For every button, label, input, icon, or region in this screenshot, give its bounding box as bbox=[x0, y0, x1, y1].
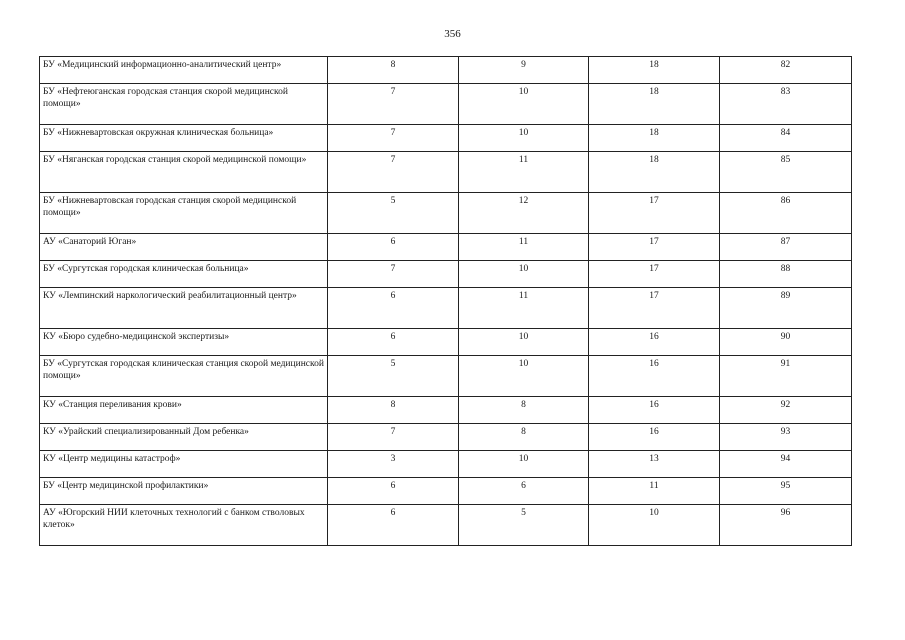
value-col-3: 13 bbox=[589, 451, 720, 478]
table-row bbox=[40, 57, 852, 84]
table-row bbox=[40, 152, 852, 193]
value-col-1: 8 bbox=[328, 57, 459, 84]
value-col-2: 6 bbox=[459, 478, 589, 505]
institution-name: БУ «Медицинский информационно-аналитический центр» bbox=[40, 57, 328, 84]
rank-number: 88 bbox=[720, 261, 852, 288]
table-row bbox=[40, 424, 852, 451]
value-col-1: 5 bbox=[328, 356, 459, 397]
value-col-3: 11 bbox=[589, 478, 720, 505]
value-col-3: 17 bbox=[589, 288, 720, 329]
value-col-1: 6 bbox=[328, 329, 459, 356]
institution-name: БУ «Нижневартовская городская станция скорой медицинской помощи» bbox=[40, 193, 328, 234]
value-col-2: 11 bbox=[459, 234, 589, 261]
value-col-3: 18 bbox=[589, 125, 720, 152]
value-col-3: 17 bbox=[589, 193, 720, 234]
institution-name: КУ «Бюро судебно-медицинской экспертизы» bbox=[40, 329, 328, 356]
institution-name: БУ «Няганская городская станция скорой медицинской помощи» bbox=[40, 152, 328, 193]
value-col-1: 6 bbox=[328, 505, 459, 546]
value-col-3: 16 bbox=[589, 356, 720, 397]
rank-number: 91 bbox=[720, 356, 852, 397]
rank-number: 89 bbox=[720, 288, 852, 329]
value-col-1: 3 bbox=[328, 451, 459, 478]
value-col-1: 7 bbox=[328, 84, 459, 125]
value-col-1: 7 bbox=[328, 261, 459, 288]
value-col-2: 12 bbox=[459, 193, 589, 234]
value-col-1: 7 bbox=[328, 152, 459, 193]
institution-name: КУ «Центр медицины катастроф» bbox=[40, 451, 328, 478]
table-row bbox=[40, 125, 852, 152]
table-row bbox=[40, 288, 852, 329]
table-row bbox=[40, 356, 852, 397]
value-col-3: 17 bbox=[589, 234, 720, 261]
value-col-2: 8 bbox=[459, 424, 589, 451]
table-body bbox=[40, 57, 852, 546]
value-col-3: 16 bbox=[589, 424, 720, 451]
value-col-1: 6 bbox=[328, 478, 459, 505]
value-col-3: 10 bbox=[589, 505, 720, 546]
table-row bbox=[40, 193, 852, 234]
value-col-2: 11 bbox=[459, 288, 589, 329]
rank-number: 82 bbox=[720, 57, 852, 84]
institution-name: АУ «Санаторий Юган» bbox=[40, 234, 328, 261]
table-row bbox=[40, 451, 852, 478]
institution-name: БУ «Нижневартовская окружная клиническая больница» bbox=[40, 125, 328, 152]
rank-number: 95 bbox=[720, 478, 852, 505]
institution-name: КУ «Лемпинский наркологический реабилитационный центр» bbox=[40, 288, 328, 329]
institution-name: КУ «Станция переливания крови» bbox=[40, 397, 328, 424]
value-col-3: 18 bbox=[589, 57, 720, 84]
rank-number: 94 bbox=[720, 451, 852, 478]
table-row bbox=[40, 234, 852, 261]
table-row bbox=[40, 397, 852, 424]
value-col-2: 9 bbox=[459, 57, 589, 84]
value-col-2: 10 bbox=[459, 125, 589, 152]
rank-number: 84 bbox=[720, 125, 852, 152]
institution-name: КУ «Урайский специализированный Дом ребенка» bbox=[40, 424, 328, 451]
value-col-1: 7 bbox=[328, 424, 459, 451]
value-col-2: 10 bbox=[459, 261, 589, 288]
value-col-1: 6 bbox=[328, 288, 459, 329]
institution-name: АУ «Югорский НИИ клеточных технологий с банком стволовых клеток» bbox=[40, 505, 328, 546]
value-col-2: 10 bbox=[459, 84, 589, 125]
rank-number: 85 bbox=[720, 152, 852, 193]
value-col-1: 6 bbox=[328, 234, 459, 261]
value-col-2: 10 bbox=[459, 329, 589, 356]
value-col-2: 11 bbox=[459, 152, 589, 193]
value-col-2: 8 bbox=[459, 397, 589, 424]
value-col-2: 10 bbox=[459, 451, 589, 478]
rank-number: 87 bbox=[720, 234, 852, 261]
table-row bbox=[40, 478, 852, 505]
rank-number: 83 bbox=[720, 84, 852, 125]
value-col-2: 5 bbox=[459, 505, 589, 546]
institution-name: БУ «Центр медицинской профилактики» bbox=[40, 478, 328, 505]
rank-number: 93 bbox=[720, 424, 852, 451]
table-row bbox=[40, 505, 852, 546]
institution-name: БУ «Сургутская городская клиническая больница» bbox=[40, 261, 328, 288]
value-col-3: 18 bbox=[589, 152, 720, 193]
institution-name: БУ «Сургутская городская клиническая станция скорой медицинской помощи» bbox=[40, 356, 328, 397]
value-col-1: 8 bbox=[328, 397, 459, 424]
rank-number: 96 bbox=[720, 505, 852, 546]
value-col-1: 5 bbox=[328, 193, 459, 234]
value-col-3: 17 bbox=[589, 261, 720, 288]
value-col-1: 7 bbox=[328, 125, 459, 152]
value-col-3: 16 bbox=[589, 397, 720, 424]
table-row bbox=[40, 261, 852, 288]
institution-name: БУ «Нефтеюганская городская станция скорой медицинской помощи» bbox=[40, 84, 328, 125]
value-col-3: 16 bbox=[589, 329, 720, 356]
rank-number: 86 bbox=[720, 193, 852, 234]
table-row bbox=[40, 84, 852, 125]
institutions-table bbox=[39, 56, 852, 546]
value-col-2: 10 bbox=[459, 356, 589, 397]
rank-number: 90 bbox=[720, 329, 852, 356]
value-col-3: 18 bbox=[589, 84, 720, 125]
rank-number: 92 bbox=[720, 397, 852, 424]
table-row bbox=[40, 329, 852, 356]
page-number: 356 bbox=[444, 28, 461, 40]
